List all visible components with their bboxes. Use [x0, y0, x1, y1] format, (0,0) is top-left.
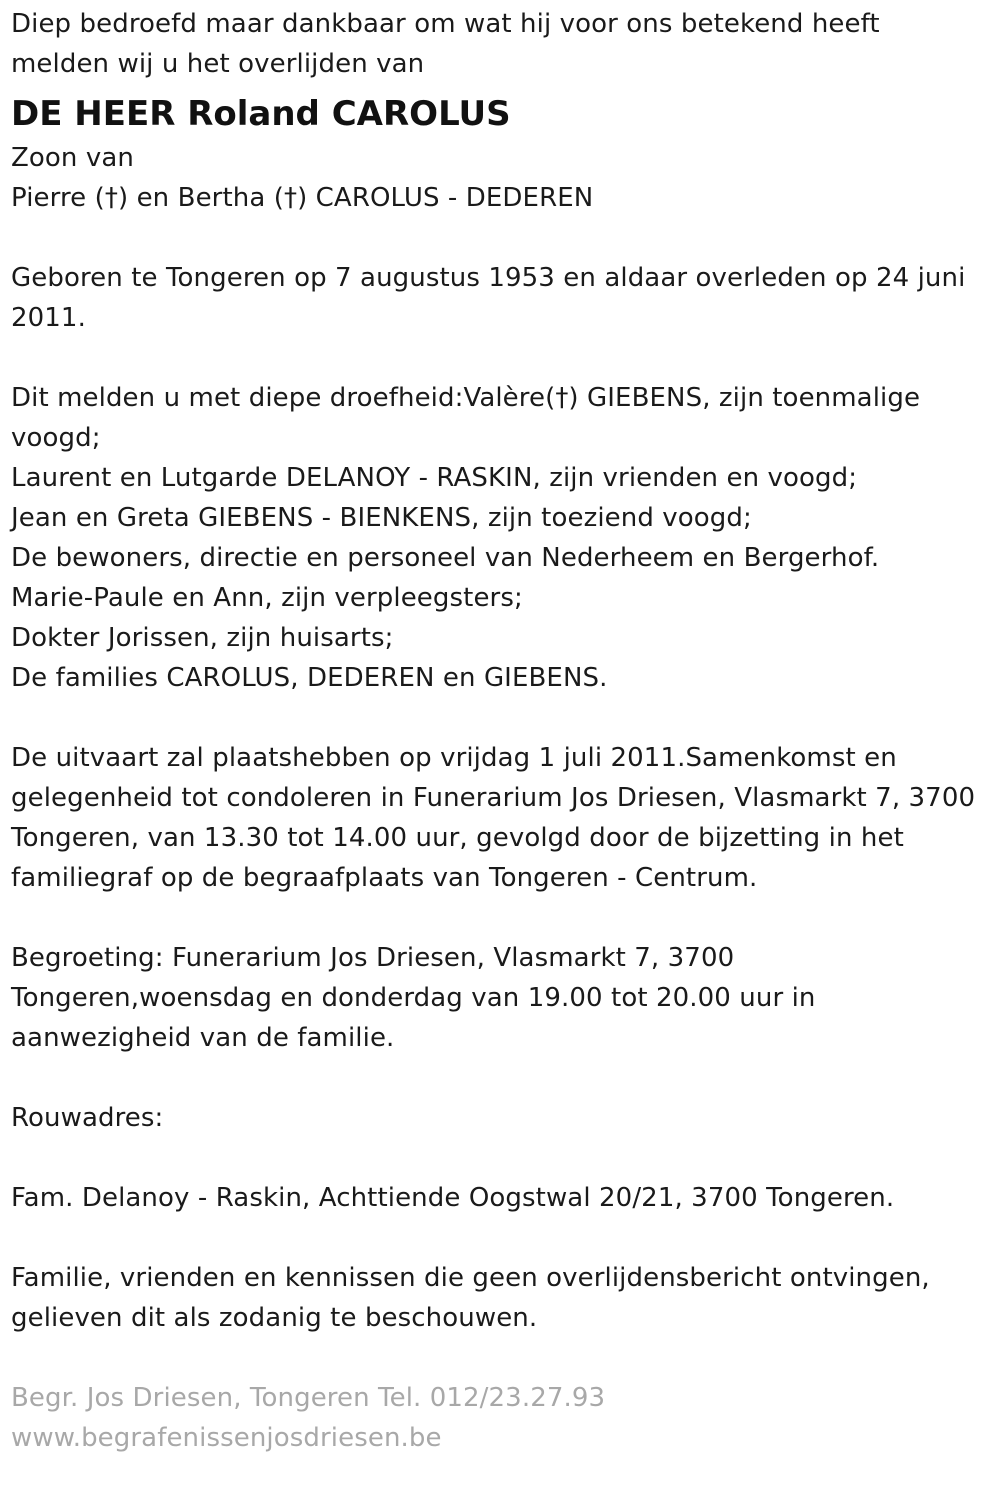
funeral-line: familiegraf op de begraafplaats van Tongeren - Centrum.: [11, 863, 758, 893]
notice-line: gelieven dit als zodanig te beschouwen.: [11, 1303, 538, 1333]
spacer: [11, 1338, 991, 1378]
funeral-line: De uitvaart zal plaatshebben op vrijdag 1 juli 2011.Samenkomst en: [11, 743, 897, 773]
mourners-line: De families CAROLUS, DEDEREN en GIEBENS.: [11, 663, 608, 693]
website-link[interactable]: www.begrafenissenjosdriesen.be: [11, 1423, 442, 1453]
notice-section: [11, 1258, 991, 1338]
intro-section: [11, 4, 991, 84]
intro-line: melden wij u het overlijden van: [11, 49, 425, 79]
spacer: [11, 218, 991, 258]
visitation-section: [11, 938, 991, 1058]
mourners-line: Laurent en Lutgarde DELANOY - RASKIN, zijn vrienden en voogd;: [11, 463, 858, 493]
spacer: [11, 1138, 991, 1178]
visitation-line: Tongeren,woensdag en donderdag van 19.00 tot 20.00 uur in: [11, 983, 816, 1013]
mourners-line: De bewoners, directie en personeel van Nederheem en Bergerhof.: [11, 543, 880, 573]
intro-line: Diep bedroefd maar dankbaar om wat hij voor ons betekend heeft: [11, 9, 880, 39]
mourners-line: Marie-Paule en Ann, zijn verpleegsters;: [11, 583, 523, 613]
funeral-line: Tongeren, van 13.30 tot 14.00 uur, gevolgd door de bijzetting in het: [11, 823, 904, 853]
parents-section: [11, 138, 991, 218]
deceased-name: DE HEER Roland CAROLUS: [11, 94, 511, 134]
spacer: [11, 898, 991, 938]
spacer: [11, 1058, 991, 1098]
spacer: [11, 698, 991, 738]
obituary-notice: [11, 4, 991, 1458]
mourners-line: Jean en Greta GIEBENS - BIENKENS, zijn toeziend voogd;: [11, 503, 752, 533]
spacer: [11, 1218, 991, 1258]
birth-death-line: Geboren te Tongeren op 7 augustus 1953 en aldaar overleden op 24 juni: [11, 263, 966, 293]
parents-line: Pierre (†) en Bertha (†) CAROLUS - DEDEREN: [11, 183, 594, 213]
funeral-section: [11, 738, 991, 898]
mourners-line: Dokter Jorissen, zijn huisarts;: [11, 623, 394, 653]
funeral-line: gelegenheid tot condoleren in Funerarium Jos Driesen, Vlasmarkt 7, 3700: [11, 783, 976, 813]
undertaker-info: Begr. Jos Driesen, Tongeren Tel. 012/23.27.93: [11, 1383, 606, 1413]
mourners-line: voogd;: [11, 423, 101, 453]
mourners-line: Dit melden u met diepe droefheid:Valère(†) GIEBENS, zijn toenmalige: [11, 383, 921, 413]
parents-line: Zoon van: [11, 143, 134, 173]
footer: [11, 1378, 991, 1458]
birth-death-line: 2011.: [11, 303, 86, 333]
visitation-line: aanwezigheid van de familie.: [11, 1023, 395, 1053]
visitation-line: Begroeting: Funerarium Jos Driesen, Vlasmarkt 7, 3700: [11, 943, 735, 973]
address-label: Rouwadres:: [11, 1103, 164, 1133]
mourners-section: [11, 378, 991, 698]
notice-line: Familie, vrienden en kennissen die geen overlijdensbericht ontvingen,: [11, 1263, 930, 1293]
birth-death-section: [11, 258, 991, 338]
spacer: [11, 338, 991, 378]
mourning-address: Fam. Delanoy - Raskin, Achttiende Oogstwal 20/21, 3700 Tongeren.: [11, 1183, 895, 1213]
